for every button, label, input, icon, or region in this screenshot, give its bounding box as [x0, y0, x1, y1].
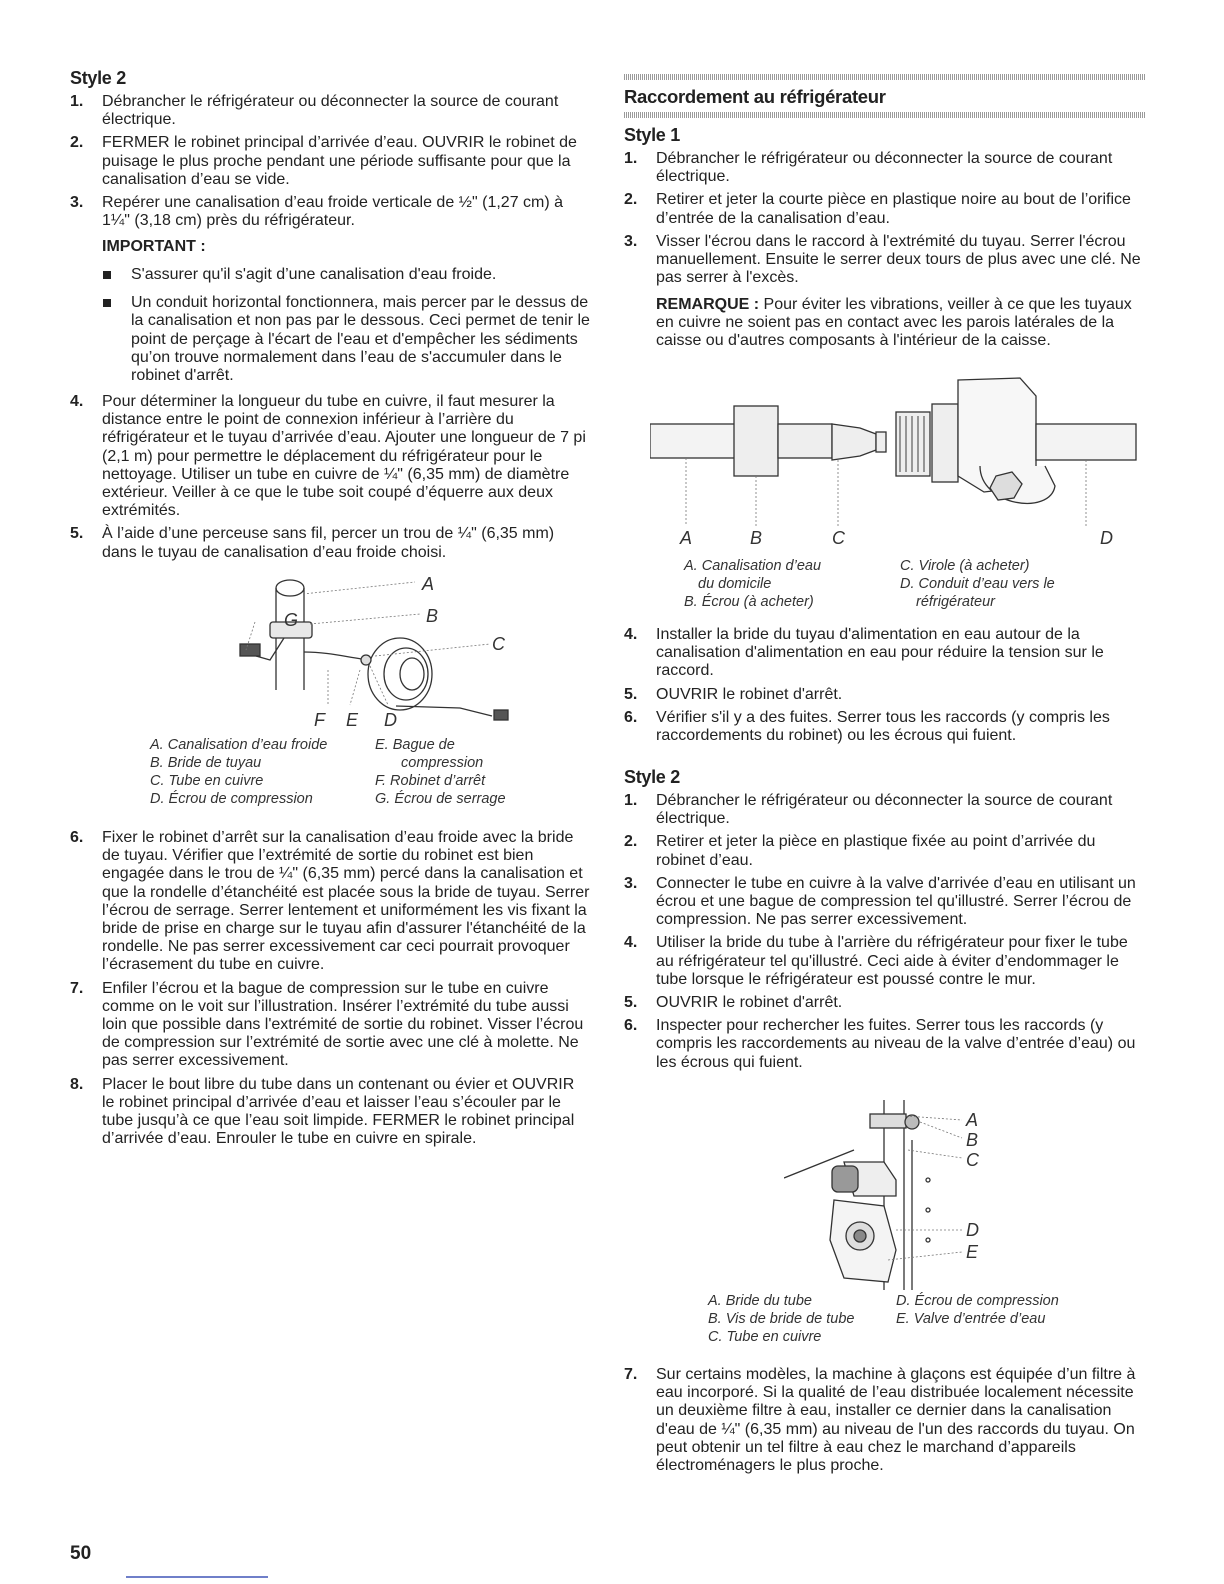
step-2: 2. FERMER le robinet principal d’arrivée d’eau. OUVRIR le robinet de puisage le plus proche pendant une période suffisante pour que la canalisation d’eau se vide. — [70, 134, 577, 188]
style2-step-7-list — [624, 1366, 1142, 1475]
step-7: 7. Enfiler l’écrou et la bague de compression sur le tube en cuivre comme on le voit sur l’illustration. Insérer l’extrémité du tube aussi loin que possible dans l'extrémité de sortie du robinet. Visser l’écrou de compression sur l’extrémité de sortie avec une clé à molette. Ne pas serrer excessivement. — [70, 979, 584, 1070]
steps-6-8 — [70, 829, 590, 1148]
fig1-label-e: E — [346, 710, 359, 730]
steps-4-5 — [70, 393, 590, 562]
step-3: 3. Repérer une canalisation d’eau froide verticale de ½" (1,27 cm) à 1¼" (3,18 cm) près du réfrigérateur. — [70, 194, 564, 230]
fig2-caption-left: A. Canalisation d’eau du domicile B. Écrou (à acheter) — [684, 558, 822, 610]
fig1-label-f: F — [314, 710, 325, 730]
fig2-label-d: D — [1100, 528, 1113, 548]
style1-step-3: 3. Visser l'écrou dans le raccord à l'extrémité du tuyau. Serrer l'écrou manuellement. Ensuite le serrer deux tours de plus avec une clé. Ne pas serrer à l'excès. — [624, 232, 1141, 287]
style1-step-5: 5. OUVRIR le robinet d'arrêt. — [624, 685, 843, 703]
style1-steps-4-6 — [624, 626, 1142, 745]
bullet-item: S'assurer qu'il s'agit d’une canalisation d'eau froide. — [102, 266, 592, 284]
fig2-label-b: B — [750, 528, 763, 548]
fig3-label-e: E — [966, 1242, 979, 1262]
style2-step-3: 3. Connecter le tube en cuivre à la valve d'arrivée d’eau en utilisant un écrou et une bague de compression tel qu'illustré. Serrer l’écrou de compression. Ne pas serrer excessivement. — [624, 874, 1136, 929]
style1-step-2: 2. Retirer et jeter la courte pièce en plastique noire au bout de l’orifice d’entrée de la canalisation d’eau. — [624, 191, 1131, 227]
fig1-label-c: C — [492, 634, 505, 654]
step-5: 5. À l’aide d’une perceuse sans fil, percer un trou de ¼" (6,35 mm) dans le tuyau de canalisation d’eau froide choisi. — [70, 525, 555, 561]
section-rule-top — [624, 74, 1146, 80]
style1-step-4: 4. Installer la bride du tuyau d'alimentation en eau autour de la canalisation d'alimentation en eau pour réduire la tension sur le raccord. — [624, 626, 1104, 680]
style2-steps-1-6 — [624, 792, 1142, 1072]
style1-step-6: 6. Vérifier s'il y a des fuites. Serrer tous les raccords (y compris les raccordements du robinet) ou les écrous qui fuient. — [624, 708, 1110, 745]
important-label: IMPORTANT : — [102, 238, 206, 255]
remark-text: Pour éviter les vibrations, veiller à ce que les tuyaux en cuivre ne soient pas en contact avec les parois latérales de la caisse ou d'autres composants à l'intérieur de la caisse. — [656, 296, 1132, 350]
fig3-caption-left: A. Bride du tube B. Vis de bride de tube C. Tube en cuivre — [708, 1293, 855, 1345]
bullet-item: Un conduit horizontal fonctionnera, mais percer par le dessus de la canalisation et non pas par le dessous. Ceci permet de tenir le point de perçage à l'écart de l'eau et d'empêcher les sédiments qu’on trouve normalement dans l’eau de s'accumuler dans le robinet d'arrêt. — [102, 294, 592, 385]
page-number: 50 — [70, 1543, 92, 1564]
style2-right-heading: Style 2 — [624, 767, 680, 787]
fig2-label-a: A — [680, 528, 693, 548]
section-title: Raccordement au réfrigérateur — [624, 86, 886, 107]
fig3-label-a: A — [966, 1110, 979, 1130]
style1-heading: Style 1 — [624, 125, 680, 145]
fig3-label-c: C — [966, 1150, 979, 1170]
style2-step-7: 7. Sur certains modèles, la machine à glaçons est équipée d’un filtre à eau incorporé. Si la qualité de l’eau distribuée localement nécessite un deuxième filtre à eau, installer ce dernier dans la canalisation d'eau de ¼" (6,35 mm) au niveau de l'un des raccords du tuyau. On peut obtenir un tel filtre à eau chez le marchand d’appareils électroménagers le plus proche. — [624, 1366, 1136, 1475]
style2-step-1: 1. Débrancher le réfrigérateur ou déconnecter la source de courant électrique. — [624, 792, 1113, 828]
steps-1-3 — [70, 93, 590, 230]
fig2-label-c: C — [832, 528, 845, 548]
fig1-caption-right: E. Bague de compression F. Robinet d’arrêt G. Écrou de serrage — [375, 737, 506, 807]
fig1-label-g: G — [284, 610, 299, 630]
style1-steps-1-3 — [624, 150, 1142, 287]
step-8: 8. Placer le bout libre du tube dans un contenant ou évier et OUVRIR le robinet principal d’arrivée d’eau et laisser l’eau s’écouler par le tube jusqu’à ce que l’eau soit limpide. FERMER le robinet principal d’arrivée d’eau. Enrouler le tube en cuivre en spirale. — [70, 1075, 575, 1148]
fig1-label-a: A — [422, 574, 435, 594]
style2-step-6: 6. Inspecter pour rechercher les fuites. Serrer tous les raccords (y compris les raccordements au niveau de la valve d’entrée d’eau) ou les écrous qui fuient. — [624, 1017, 1136, 1071]
remark-label: REMARQUE : — [656, 296, 760, 313]
fig1-label-b: B — [426, 606, 439, 626]
fig1-label-d: D — [384, 710, 397, 730]
style2-step-5: 5. OUVRIR le robinet d'arrêt. — [624, 994, 843, 1012]
shutoff-valve-diagram — [200, 570, 530, 730]
step-1: 1. Débrancher le réfrigérateur ou déconnecter la source de courant électrique. — [70, 93, 559, 129]
important-bullets — [102, 266, 592, 385]
fig3-label-b: B — [966, 1130, 979, 1150]
inlet-valve-diagram — [784, 1100, 984, 1290]
step-4: 4. Pour déterminer la longueur du tube en cuivre, il faut mesurer la distance entre le point de connexion inférieur à l’arrière du réfrigérateur et le tuyau d’arrivée d’eau. Ajouter une longueur de 7 pi (2,1 m) pour permettre le déplacement du réfrigérateur pour le nettoyage. Utiliser un tube en cuivre de ¼" (6,35 mm) de diamètre extérieur. Veiller à ce que le tube soit coupé d’équerre aux deux extrémités. — [70, 393, 586, 520]
bullet-square-icon — [103, 271, 111, 279]
fig1-caption-left: A. Canalisation d’eau froide B. Bride de tuyau C. Tube en cuivre D. Écrou de compression — [150, 737, 328, 807]
footer-rule — [126, 1576, 268, 1578]
style2-heading: Style 2 — [70, 68, 126, 88]
section-rule-bottom — [624, 112, 1146, 118]
remark — [656, 296, 1146, 351]
step-6: 6. Fixer le robinet d’arrêt sur la canalisation d’eau froide avec la bride de tuyau. Vérifier que l’extrémité de sortie du robinet est bien engagée dans le trou de ¼" (6,35 mm) percé dans la canalisation et que la rondelle d’étanchéité est placée sous la bride de tuyau. Serrer l’écrou de serrage. Serrer lentement et uniformément les vis fixant la bride de prise en charge sur le tuyau afin d'assurer l'étanchéité de la rondelle. Ne pas serrer excessivement car ceci pourrait provoquer l’écrasement du tube en cuivre. — [70, 829, 590, 974]
fitting-diagram — [650, 376, 1140, 556]
fig3-caption-right: D. Écrou de compression E. Valve d’entrée d’eau — [896, 1293, 1059, 1327]
bullet-square-icon — [103, 299, 111, 307]
fig2-caption-right: C. Virole (à acheter) D. Conduit d’eau vers le réfrigérateur — [900, 558, 1055, 610]
style2-step-2: 2. Retirer et jeter la pièce en plastique fixée au point d’arrivée du robinet d’eau. — [624, 833, 1096, 869]
fig3-label-d: D — [966, 1220, 979, 1240]
style1-step-1: 1. Débrancher le réfrigérateur ou déconnecter la source de courant électrique. — [624, 150, 1113, 186]
style2-step-4: 4. Utiliser la bride du tube à l'arrière du réfrigérateur pour fixer le tube au réfrigérateur tel qu'illustré. Ceci aide à éviter d’endommager le tube lorsque le réfrigérateur est poussé contre le mur. — [624, 934, 1128, 988]
